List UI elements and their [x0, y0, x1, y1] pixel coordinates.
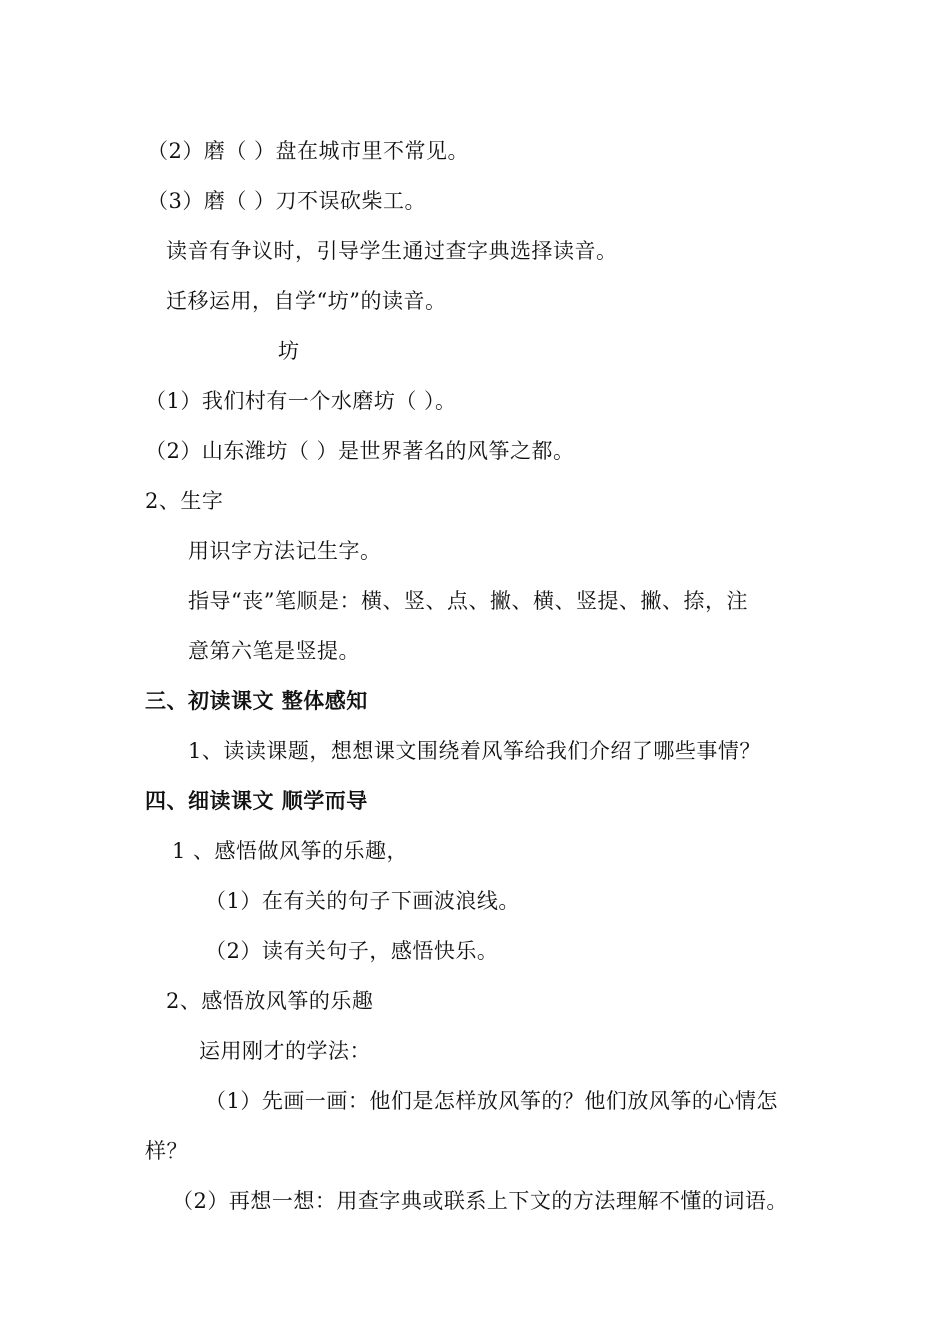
section-heading: 2、生字 [145, 489, 224, 513]
text-line: 1 、感悟做风筝的乐趣， [172, 839, 409, 863]
text-line: 坊 [278, 339, 300, 363]
text-line: 读音有争议时，引导学生通过查字典选择读音。 [166, 239, 618, 263]
section-heading: 三、初读课文 整体感知 [145, 689, 368, 713]
section-heading: 四、细读课文 顺学而导 [145, 789, 368, 813]
text-line: 运用刚才的学法： [199, 1039, 371, 1063]
text-line: （3）磨（ ）刀不误砍柴工。 [147, 189, 427, 213]
text-line: 指导“丧”笔顺是：横、竖、点、撇、横、竖提、撇、捺，注 [188, 589, 748, 613]
text-line: 样？ [145, 1139, 188, 1163]
text-line: （2）读有关句子，感悟快乐。 [205, 939, 499, 963]
text-line: 用识字方法记生字。 [188, 539, 382, 563]
text-line: 2、感悟放风筝的乐趣 [166, 989, 374, 1013]
text-line: （1）在有关的句子下画波浪线。 [205, 889, 520, 913]
text-line: 1、读读课题，想想课文围绕着风筝给我们介绍了哪些事情？ [188, 739, 761, 763]
text-line: （2）再想一想：用查字典或联系上下文的方法理解不懂的词语。 [172, 1189, 788, 1213]
text-line: 意第六笔是竖提。 [188, 639, 360, 663]
text-line: （1）我们村有一个水磨坊（ ）。 [145, 389, 457, 413]
text-line: 迁移运用，自学“坊”的读音。 [166, 289, 447, 313]
text-line: （1）先画一画：他们是怎样放风筝的？他们放风筝的心情怎 [205, 1089, 778, 1113]
text-line: （2）山东潍坊（ ）是世界著名的风筝之都。 [145, 439, 575, 463]
text-line: （2）磨（ ）盘在城市里不常见。 [147, 139, 470, 163]
